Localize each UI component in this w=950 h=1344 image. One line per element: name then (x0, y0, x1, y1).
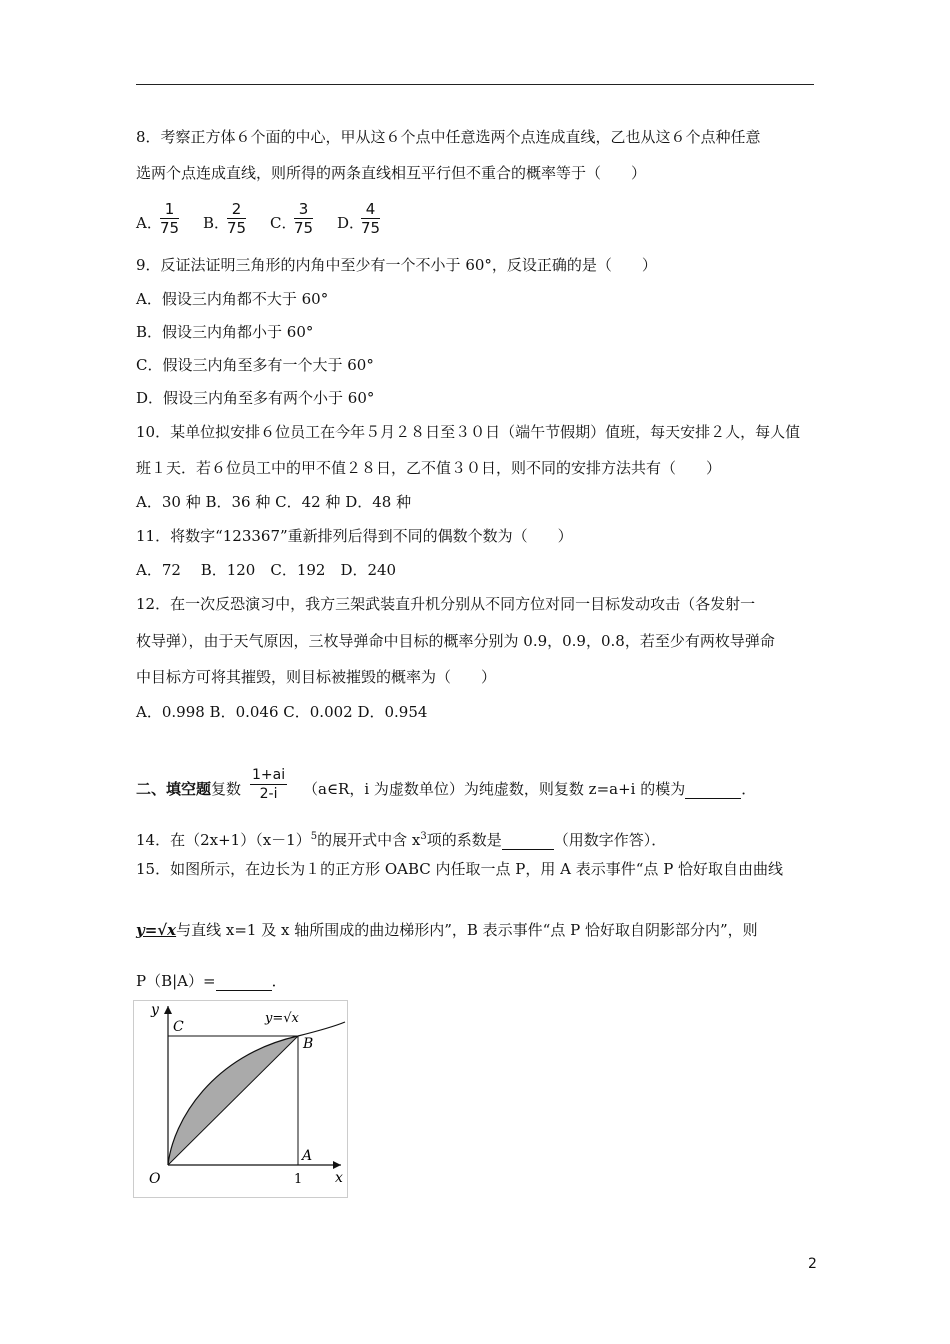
q13-section-heading (136, 780, 241, 798)
q12-options: A．0.998 B．0.046 C．0.002 D．0.954 (136, 703, 428, 721)
q14-post: 项的系数是 (426, 831, 502, 849)
q15-formula: y=√x (136, 921, 177, 939)
q12-line2: 枚导弹），由于天气原因，三枚导弹命中目标的概率分别为 0.9，0.9，0.8，若至少有两枚导弹命 (136, 632, 775, 650)
q9-stem: 9．反证法证明三角形的内角中至少有一个不小于 60°，反设正确的是（ ） (136, 256, 657, 274)
q9-option-b: B．假设三内角都小于 60° (136, 323, 314, 341)
q11-stem: 11．将数字“123367”重新排列后得到不同的偶数个数为（ ） (136, 527, 573, 545)
label-o: O (149, 1171, 161, 1187)
fraction-numerator: 4 (361, 200, 380, 219)
answer-blank (685, 780, 741, 799)
q14-exponent2: 3 (420, 831, 427, 842)
q14-text (136, 828, 666, 850)
q13-text (303, 780, 756, 799)
q14-pre: 14．在（2x+1）（x－1） (136, 831, 311, 849)
fraction-denominator: 75 (361, 219, 381, 237)
fraction-numerator: 2 (227, 200, 246, 219)
label-one: 1 (294, 1172, 303, 1187)
q10-line1: 10．某单位拟安排６位员工在今年５月２８日至３０日（端午节假期）值班，每天安排２人，每人值 (136, 423, 801, 441)
section-title: 二、填空题 (136, 780, 212, 798)
answer-blank (502, 831, 554, 850)
q11-options: A．72 B．120 C．192 D．240 (136, 561, 397, 579)
fraction-numerator: 1+ai (252, 767, 286, 783)
q15-line1: 15．如图所示，在边长为１的正方形 OABC 内任取一点 P，用 A 表示事件“点 P 恰好取自由曲线 (136, 860, 784, 878)
q10-line2: 班１天．若６位员工中的甲不值２８日，乙不值３０日，则不同的安排方法共有（ ） (136, 459, 722, 477)
q8-line2: 选两个点连成直线，则所得的两条直线相互平行但不重合的概率等于（ ） (136, 164, 647, 182)
q9-option-a: A．假设三内角都不大于 60° (136, 290, 329, 308)
fraction-denominator: 75 (294, 219, 314, 237)
label-a: A (302, 1148, 313, 1164)
q8-option-a-fraction (160, 200, 179, 237)
q15-line2: 与直线 x=1 及 x 轴所围成的曲边梯形内”，B 表示事件“点 P 恰好取自阴影部分内”，则 (176, 921, 758, 939)
q9-option-d: D．假设三内角至多有两个小于 60° (136, 389, 375, 407)
q8-option-c-label: C． (270, 214, 297, 232)
q12-line1: 12．在一次反恐演习中，我方三架武装直升机分别从不同方位对同一目标发动攻击（各发射一 (136, 595, 756, 613)
q14-end: （用数字作答）． (553, 831, 667, 849)
q15-line2-wrap (136, 921, 758, 939)
q8-option-b-label: B． (203, 214, 230, 232)
q15-prob: P（B|A）= (136, 972, 216, 990)
label-c: C (173, 1019, 184, 1035)
figure-frame (134, 1001, 348, 1198)
q13-pre: 复数 (211, 780, 242, 798)
q8-option-d-fraction (361, 200, 380, 237)
q14-exponent: 5 (310, 831, 318, 842)
q8-option-a-label: A． (136, 214, 162, 232)
q15-line3 (136, 972, 287, 991)
label-y: y (151, 1002, 159, 1018)
answer-blank (216, 972, 272, 991)
q15-end: ． (271, 972, 287, 990)
q12-line3: 中目标方可将其摧毁，则目标被摧毁的概率为（ ） (136, 668, 497, 686)
q8-option-c-fraction (294, 200, 313, 237)
q8-line1: 8．考察正方体６个面的中心，甲从这６个点中任意选两个点连成直线，乙也从这６个点种任意 (136, 128, 761, 146)
q14-mid: 的展开式中含 x (317, 831, 421, 849)
square-curve-figure (133, 1000, 348, 1198)
page-number: 2 (808, 1256, 817, 1272)
label-x: x (335, 1170, 343, 1186)
fraction-numerator: 3 (294, 200, 313, 219)
fraction-denominator: 75 (227, 219, 247, 237)
header-rule (136, 84, 814, 85)
q10-options: A．30 种 B．36 种 C．42 种 D．48 种 (136, 493, 412, 511)
q8-option-b-fraction (227, 200, 246, 237)
q9-option-c: C．假设三内角至多有一个大于 60° (136, 356, 374, 374)
fraction-denominator: 2-i (259, 786, 278, 802)
curve-label: y=√x (265, 1011, 299, 1026)
label-b: B (303, 1036, 314, 1052)
fraction-numerator: 1 (160, 200, 179, 219)
q8-option-d-label: D． (337, 214, 365, 232)
q13-post: （a∈R，i 为虚数单位）为纯虚数，则复数 z=a+i 的模为 (303, 780, 686, 798)
fraction-denominator: 75 (160, 219, 180, 237)
q13-fraction (250, 766, 287, 803)
q13-end: ． (741, 780, 757, 798)
